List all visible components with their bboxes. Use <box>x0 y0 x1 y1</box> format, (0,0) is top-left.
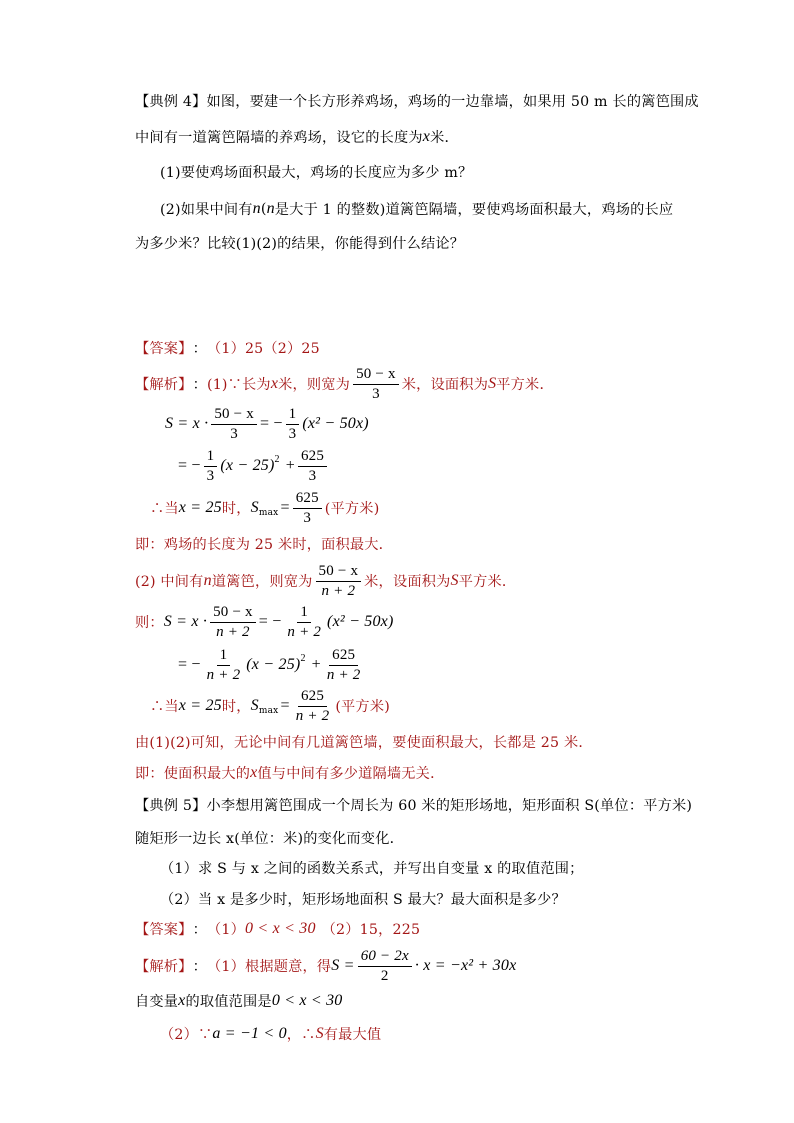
frac-num: 625 <box>298 448 327 467</box>
example4-question2-line2: 为多少米？比较(1)(2)的结果，你能得到什么结论？ <box>135 236 465 252</box>
frac-den: 2 <box>380 967 389 984</box>
analysis-label: 【解析】 <box>135 959 193 975</box>
fraction-625-n2 <box>324 647 364 684</box>
conclusion-2: 由(1)(2)可知，无论中间有几道篱笆墙，要使面积最大，长都是 25 米． <box>135 735 593 751</box>
frac-den: 3 <box>372 385 380 402</box>
analysis4-p2a: (2) 中间有 <box>135 574 204 590</box>
fraction-625-n2 <box>293 688 333 725</box>
then-label: 则： <box>135 615 164 631</box>
eq4-mid: (x − 25) <box>246 656 301 673</box>
plus-sign: + <box>311 656 321 673</box>
analysis5-p2b: ，∴ <box>286 1027 316 1043</box>
frac-num: 1 <box>286 406 300 425</box>
frac-den: n + 2 <box>216 623 250 640</box>
equals: = <box>280 499 290 516</box>
frac-den: 3 <box>303 509 312 526</box>
equation-area-2 <box>178 446 330 486</box>
example4-text1: 如图，要建一个长方形养鸡场，鸡场的一边靠墙，如果用 50 m 长的篱笆围成 <box>206 94 699 110</box>
analysis4-p2d: 平方米． <box>458 574 517 590</box>
example4-text2b: 米． <box>430 130 459 146</box>
eq2-left: = − <box>178 457 201 474</box>
exponent: 2 <box>300 652 306 664</box>
frac-num: 625 <box>293 490 322 509</box>
S-symbol: S <box>250 499 259 516</box>
var-S: S <box>450 572 459 589</box>
analysis4-p2c: 米，设面积为 <box>364 574 451 590</box>
unit-text: (平方米) <box>324 501 380 517</box>
analysis-colon: ： <box>192 377 207 393</box>
var-n: n <box>252 200 261 217</box>
analysis5-p2c: 有最大值 <box>323 1027 382 1043</box>
range-inequality: 0 < x < 30 <box>271 992 343 1009</box>
var-x: x <box>422 128 431 145</box>
q2-part-a: (2)如果中间有 <box>160 202 253 218</box>
range-text-a: 自变量 <box>135 994 179 1010</box>
fraction-60-2 <box>358 948 412 985</box>
fraction-50x-3 <box>211 406 257 443</box>
answer5-part2: （2）15，225 <box>321 922 421 938</box>
eq2-mid: (x − 25) <box>220 457 275 474</box>
var-S: S <box>315 1025 324 1042</box>
range-text-b: 的取值范围是 <box>185 994 272 1010</box>
var-S: S <box>488 375 497 392</box>
frac-den: n + 2 <box>321 582 356 599</box>
eq3-left: S = x · <box>163 613 208 630</box>
exponent: 2 <box>274 453 280 465</box>
analysis5-p1: （1）根据题意，得 <box>206 959 332 975</box>
example5-text1: 小李想用篱笆围成一个周长为 60 米的矩形场地，矩形面积 S(单位：平方米) <box>206 798 693 814</box>
fraction-1-3 <box>204 448 218 485</box>
answer-label: 【答案】 <box>135 922 193 938</box>
frac-num: 625 <box>298 688 327 707</box>
conclusion-3 <box>135 758 444 788</box>
analysis-colon: ： <box>192 959 207 975</box>
frac-den: n + 2 <box>206 666 241 683</box>
eq1-tail: (x² − 50x) <box>302 415 369 432</box>
example4-question2 <box>160 194 673 224</box>
analysis5-p2a: （2）∵ <box>160 1027 213 1043</box>
when-text: 时， <box>221 501 251 517</box>
frac-den: 3 <box>288 425 297 442</box>
frac-num: 60 − 2x <box>358 948 412 967</box>
plus-sign: + <box>285 457 295 474</box>
equals: = <box>280 697 290 714</box>
frac-num: 50 − x <box>211 406 257 425</box>
example4-text2a: 中间有一道篱笆隔墙的养鸡场，设它的长度为 <box>135 130 423 146</box>
frac-num: 50 − x <box>353 366 399 385</box>
max-subscript: max <box>258 706 279 716</box>
unit-text: (平方米) <box>335 699 390 715</box>
frac-num: 1 <box>217 647 231 666</box>
fraction-width-1 <box>353 366 399 403</box>
answer-colon: ： <box>192 341 207 357</box>
max-statement-1 <box>150 488 379 528</box>
a-inequality: a = −1 < 0 <box>212 1025 287 1042</box>
eq5-left: S = <box>331 957 355 974</box>
analysis-label: 【解析】 <box>135 377 193 393</box>
equation-area-4 <box>178 645 367 685</box>
equation-area-3 <box>135 602 394 642</box>
answer-label: 【答案】 <box>135 341 193 357</box>
analysis4-p1a: (1)∵长为 <box>206 377 271 393</box>
var-n: n <box>203 572 212 589</box>
analysis4-part2 <box>135 561 516 601</box>
frac-num: 625 <box>329 647 358 666</box>
eq1-left: S = x · <box>165 415 209 432</box>
example5-line2: 随矩形一边长 x(单位：米)的变化而变化． <box>135 831 404 847</box>
x-equals-25: x = 25 <box>178 499 222 516</box>
frac-den: n + 2 <box>287 623 322 640</box>
frac-den: 3 <box>230 425 238 442</box>
var-x: x <box>270 375 279 392</box>
example4-question1: (1)要使鸡场面积最大，鸡场的长度应为多少 m？ <box>160 165 473 181</box>
analysis5-range <box>135 986 343 1016</box>
fraction-625-3 <box>293 490 322 527</box>
fraction-1-n2 <box>204 647 244 684</box>
example5-line1 <box>135 790 692 820</box>
analysis5-part2 <box>160 1019 381 1049</box>
fraction-1-3 <box>286 406 300 443</box>
analysis4-p1c: 米，设面积为 <box>401 377 489 393</box>
frac-den: 3 <box>308 467 317 484</box>
var-x: x <box>178 992 186 1009</box>
analysis4-line1 <box>135 364 554 404</box>
fraction-1-n2 <box>284 604 324 641</box>
analysis4-p2b: 道篱笆，则宽为 <box>211 574 313 590</box>
answer-colon: ： <box>192 922 207 938</box>
frac-num: 50 − x <box>210 604 256 623</box>
S-symbol: S <box>250 697 259 714</box>
answer4 <box>135 333 320 363</box>
max-subscript: max <box>258 508 279 518</box>
var-x: x <box>250 764 258 781</box>
eq5-tail: · x = −x² + 30x <box>414 957 517 974</box>
analysis4-p1d: 平方米． <box>496 377 554 393</box>
conclusion-1: 即：鸡场的长度为 25 米时，面积最大． <box>135 537 394 553</box>
example5-title: 【典例 5】 <box>135 798 207 814</box>
example5-question2: （2）当 x 是多少时，矩形场地面积 S 最大？最大面积是多少？ <box>160 892 566 908</box>
fraction-50x-n2 <box>210 604 256 641</box>
frac-den: n + 2 <box>295 707 330 724</box>
x-equals-25: x = 25 <box>178 697 222 714</box>
q2-part-b: ( <box>260 201 267 217</box>
frac-num: 1 <box>297 604 311 623</box>
conclusion3-b: 值与中间有多少道隔墙无关． <box>257 766 445 782</box>
eq3-mid: = − <box>258 613 282 630</box>
analysis4-p1b: 米，则宽为 <box>278 377 351 393</box>
equation-area-1 <box>165 404 369 444</box>
frac-num: 1 <box>204 448 218 467</box>
therefore: ∴当 <box>150 501 179 517</box>
eq4-left: = − <box>178 656 201 673</box>
answer5-inequality: 0 < x < 30 <box>244 920 316 937</box>
frac-den: n + 2 <box>326 666 361 683</box>
eq1-mid: = − <box>259 415 283 432</box>
therefore: ∴当 <box>150 699 179 715</box>
analysis5-line1 <box>135 946 516 986</box>
frac-num: 50 − x <box>316 563 362 582</box>
frac-den: 3 <box>206 467 215 484</box>
example4-line1 <box>135 86 699 116</box>
max-statement-2 <box>150 686 390 726</box>
answer5 <box>135 914 420 944</box>
example4-line2 <box>135 122 459 152</box>
example4-title: 【典例 4】 <box>135 94 207 110</box>
eq3-tail: (x² − 50x) <box>327 613 394 630</box>
fraction-width-2 <box>316 563 362 600</box>
conclusion3-a: 即：使面积最大的 <box>135 766 251 782</box>
when-text: 时， <box>221 699 251 715</box>
example5-question1: （1）求 S 与 x 之间的函数关系式，并写出自变量 x 的取值范围； <box>160 861 584 877</box>
var-n: n <box>266 200 275 217</box>
answer5-part1: （1） <box>206 922 245 938</box>
fraction-625-3 <box>298 448 327 485</box>
answer4-text: （1）25（2）25 <box>206 341 320 357</box>
q2-part-c: 是大于 1 的整数)道篱笆隔墙，要使鸡场面积最大，鸡场的长应 <box>274 202 674 218</box>
